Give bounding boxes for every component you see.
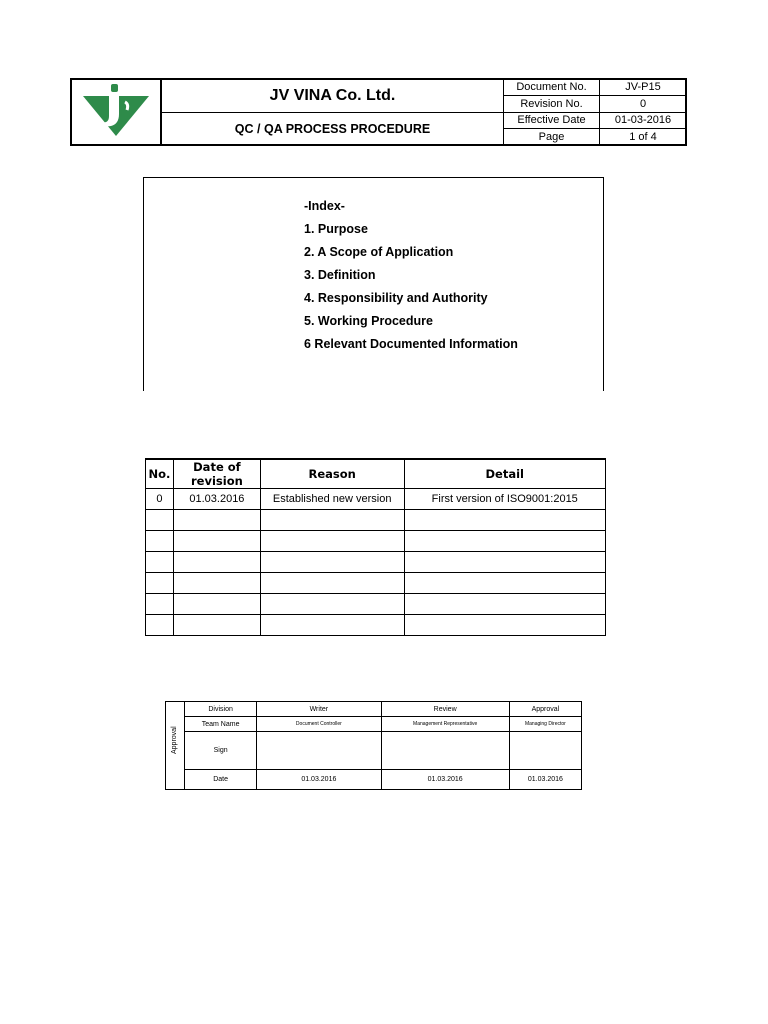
index-title: -Index-: [304, 199, 345, 213]
cell-no: [146, 594, 174, 615]
cell-reason: [260, 552, 404, 573]
column-header-no: No.: [146, 459, 174, 489]
cell-date: [173, 573, 260, 594]
division-label: Division: [185, 702, 257, 717]
index-item: 4. Responsibility and Authority: [304, 291, 488, 305]
company-name: JV VINA Co. Ltd.: [161, 79, 504, 112]
cell-no: [146, 510, 174, 531]
team-writer: Document Controller: [257, 717, 381, 732]
division-review: Review: [381, 702, 509, 717]
meta-value-document-no: JV-P15: [600, 79, 687, 96]
cell-reason: [260, 531, 404, 552]
index-item: 6 Relevant Documented Information: [304, 337, 518, 351]
cell-date: [173, 510, 260, 531]
sign-writer-field[interactable]: [257, 732, 381, 770]
meta-label-revision-no: Revision No.: [504, 96, 600, 113]
sign-label: Sign: [185, 732, 257, 770]
cell-detail: [404, 573, 606, 594]
table-row: [146, 552, 606, 573]
cell-date: [173, 531, 260, 552]
cell-no: [146, 573, 174, 594]
cell-detail: [404, 615, 606, 636]
date-writer: 01.03.2016: [257, 770, 381, 790]
table-row: [146, 489, 606, 510]
cell-detail: [404, 552, 606, 573]
index-item: 2. A Scope of Application: [304, 245, 454, 259]
team-review: Management Representative: [381, 717, 509, 732]
meta-value-effective-date: 01-03-2016: [600, 112, 687, 129]
team-approval: Managing Director: [509, 717, 581, 732]
cell-date: 01.03.2016: [173, 489, 260, 510]
meta-label-document-no: Document No.: [504, 79, 600, 96]
meta-label-page: Page: [504, 129, 600, 146]
date-review: 01.03.2016: [381, 770, 509, 790]
meta-value-revision-no: 0: [600, 96, 687, 113]
table-row: [146, 573, 606, 594]
table-row: [146, 594, 606, 615]
column-header-reason: Reason: [260, 459, 404, 489]
approval-table: [165, 701, 582, 790]
meta-value-page: 1 of 4: [600, 129, 687, 146]
date-label: Date: [185, 770, 257, 790]
date-approval: 01.03.2016: [509, 770, 581, 790]
index-box: [143, 177, 604, 391]
cell-no: [146, 552, 174, 573]
index-list: [304, 198, 518, 359]
cell-reason: Established new version: [260, 489, 404, 510]
index-item: 3. Definition: [304, 268, 376, 282]
index-item: 5. Working Procedure: [304, 314, 433, 328]
cell-detail: [404, 510, 606, 531]
meta-label-effective-date: Effective Date: [504, 112, 600, 129]
index-item: 1. Purpose: [304, 222, 368, 236]
cell-reason: [260, 594, 404, 615]
cell-reason: [260, 510, 404, 531]
team-name-label: Team Name: [185, 717, 257, 732]
division-writer: Writer: [257, 702, 381, 717]
sign-review-field[interactable]: [381, 732, 509, 770]
cell-date: [173, 615, 260, 636]
table-row: [146, 531, 606, 552]
column-header-date: Date of revision: [173, 459, 260, 489]
cell-detail: First version of ISO9001:2015: [404, 489, 606, 510]
cell-reason: [260, 615, 404, 636]
table-row: [146, 510, 606, 531]
table-row: [146, 615, 606, 636]
cell-no: 0: [146, 489, 174, 510]
company-logo-icon: [81, 82, 151, 138]
cell-date: [173, 594, 260, 615]
procedure-title: QC / QA PROCESS PROCEDURE: [161, 112, 504, 145]
division-approval: Approval: [509, 702, 581, 717]
sign-approval-field[interactable]: [509, 732, 581, 770]
approval-side-label: Approval: [166, 702, 185, 790]
document-header: [70, 78, 687, 146]
cell-reason: [260, 573, 404, 594]
cell-no: [146, 531, 174, 552]
revision-history-table: [145, 458, 606, 636]
cell-no: [146, 615, 174, 636]
cell-date: [173, 552, 260, 573]
cell-detail: [404, 594, 606, 615]
cell-detail: [404, 531, 606, 552]
company-logo-cell: [71, 79, 161, 145]
column-header-detail: Detail: [404, 459, 606, 489]
